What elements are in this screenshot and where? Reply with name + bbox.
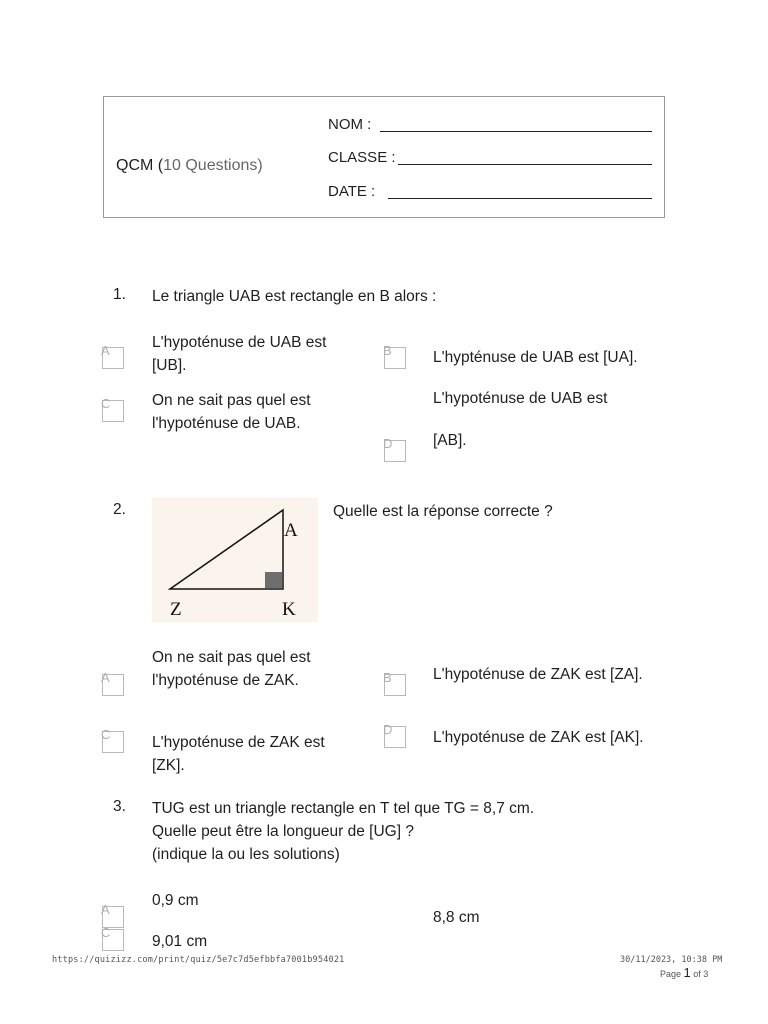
nom-label: NOM :: [328, 116, 372, 133]
quiz-title-prefix: QCM (: [116, 157, 164, 174]
q1-option-d-text-line2: [AB].: [433, 432, 467, 449]
footer-page-number: 1: [683, 965, 691, 980]
q1-option-d-text-line1: L'hypoténuse de UAB est: [433, 390, 608, 407]
triangle-zak-diagram: [152, 498, 318, 622]
vertex-k-label: K: [282, 599, 296, 620]
q2-option-b-text: L'hypoténuse de ZAK est [ZA].: [433, 666, 643, 683]
q1-option-d-letter: D: [383, 436, 393, 451]
q1-option-b-checkbox[interactable]: [383, 343, 406, 369]
q3-option-c-checkbox[interactable]: [101, 925, 124, 951]
triangle-zak-figure: [152, 498, 318, 622]
q1-option-b-text: L'hypténuse de UAB est [UA].: [433, 349, 638, 366]
q3-option-c-text: 9,01 cm: [152, 933, 208, 950]
q1-option-c-text: On ne sait pas quel est l'hypoténuse de UAB.: [152, 392, 311, 432]
question-1-number: 1.: [113, 286, 126, 303]
q1-option-d-checkbox[interactable]: [383, 436, 406, 462]
footer-page-indicator: [660, 965, 708, 980]
question-3-prompt: TUG est un triangle rectangle en T tel que TG = 8,7 cm. Quelle peut être la longueur de [UG] ?: [152, 800, 535, 840]
q2-option-c-checkbox[interactable]: [101, 727, 124, 753]
footer-page-suffix: of 3: [690, 969, 709, 979]
question-3-note: (indique la ou les solutions): [152, 846, 340, 863]
date-label: DATE :: [328, 183, 376, 200]
q1-option-a-text: L'hypoténuse de UAB est [UB].: [152, 334, 327, 374]
classe-label: CLASSE :: [328, 149, 396, 166]
q2-option-a-letter: A: [101, 670, 110, 685]
question-1-prompt: Le triangle UAB est rectangle en B alors :: [152, 288, 437, 305]
q2-option-d-text: L'hypoténuse de ZAK est [AK].: [433, 729, 644, 746]
question-count: 10 Questions): [163, 157, 263, 174]
q3-option-c-letter: C: [101, 925, 111, 940]
q2-option-a-checkbox[interactable]: [101, 670, 124, 696]
q1-option-b-letter: B: [383, 343, 392, 358]
q2-option-b-letter: B: [383, 670, 392, 685]
q2-option-a-text: On ne sait pas quel est l'hypoténuse de ZAK.: [152, 649, 311, 689]
right-angle-marker: [265, 572, 282, 588]
footer-page-prefix: Page: [660, 969, 684, 979]
q2-option-c-letter: C: [101, 727, 111, 742]
q1-option-c-letter: C: [101, 396, 111, 411]
date-field[interactable]: [388, 198, 652, 199]
question-3-number: 3.: [113, 798, 126, 815]
classe-field[interactable]: [398, 164, 652, 165]
footer-datetime: 30/11/2023, 10:38 PM: [620, 955, 723, 965]
nom-field[interactable]: [380, 131, 652, 132]
q2-option-d-letter: D: [383, 722, 393, 737]
q2-option-d-checkbox[interactable]: [383, 722, 406, 748]
question-2-number: 2.: [113, 501, 126, 518]
vertex-a-label: A: [284, 520, 298, 541]
q1-option-a-letter: A: [101, 343, 110, 358]
footer-url: https://quizizz.com/print/quiz/5e7c7d5efbbfa7001b954021: [52, 955, 345, 965]
q2-option-b-checkbox[interactable]: [383, 670, 406, 696]
quiz-title: [116, 157, 263, 175]
q3-option-a-letter: A: [101, 902, 110, 917]
q3-option-b-text: 8,8 cm: [433, 909, 480, 926]
question-2-prompt: Quelle est la réponse correcte ?: [333, 503, 553, 520]
q2-option-c-text: L'hypoténuse de ZAK est [ZK].: [152, 734, 325, 774]
q1-option-a-checkbox[interactable]: [101, 343, 124, 369]
vertex-z-label: Z: [170, 599, 182, 620]
q1-option-c-checkbox[interactable]: [101, 396, 124, 422]
q3-option-a-text: 0,9 cm: [152, 892, 199, 909]
